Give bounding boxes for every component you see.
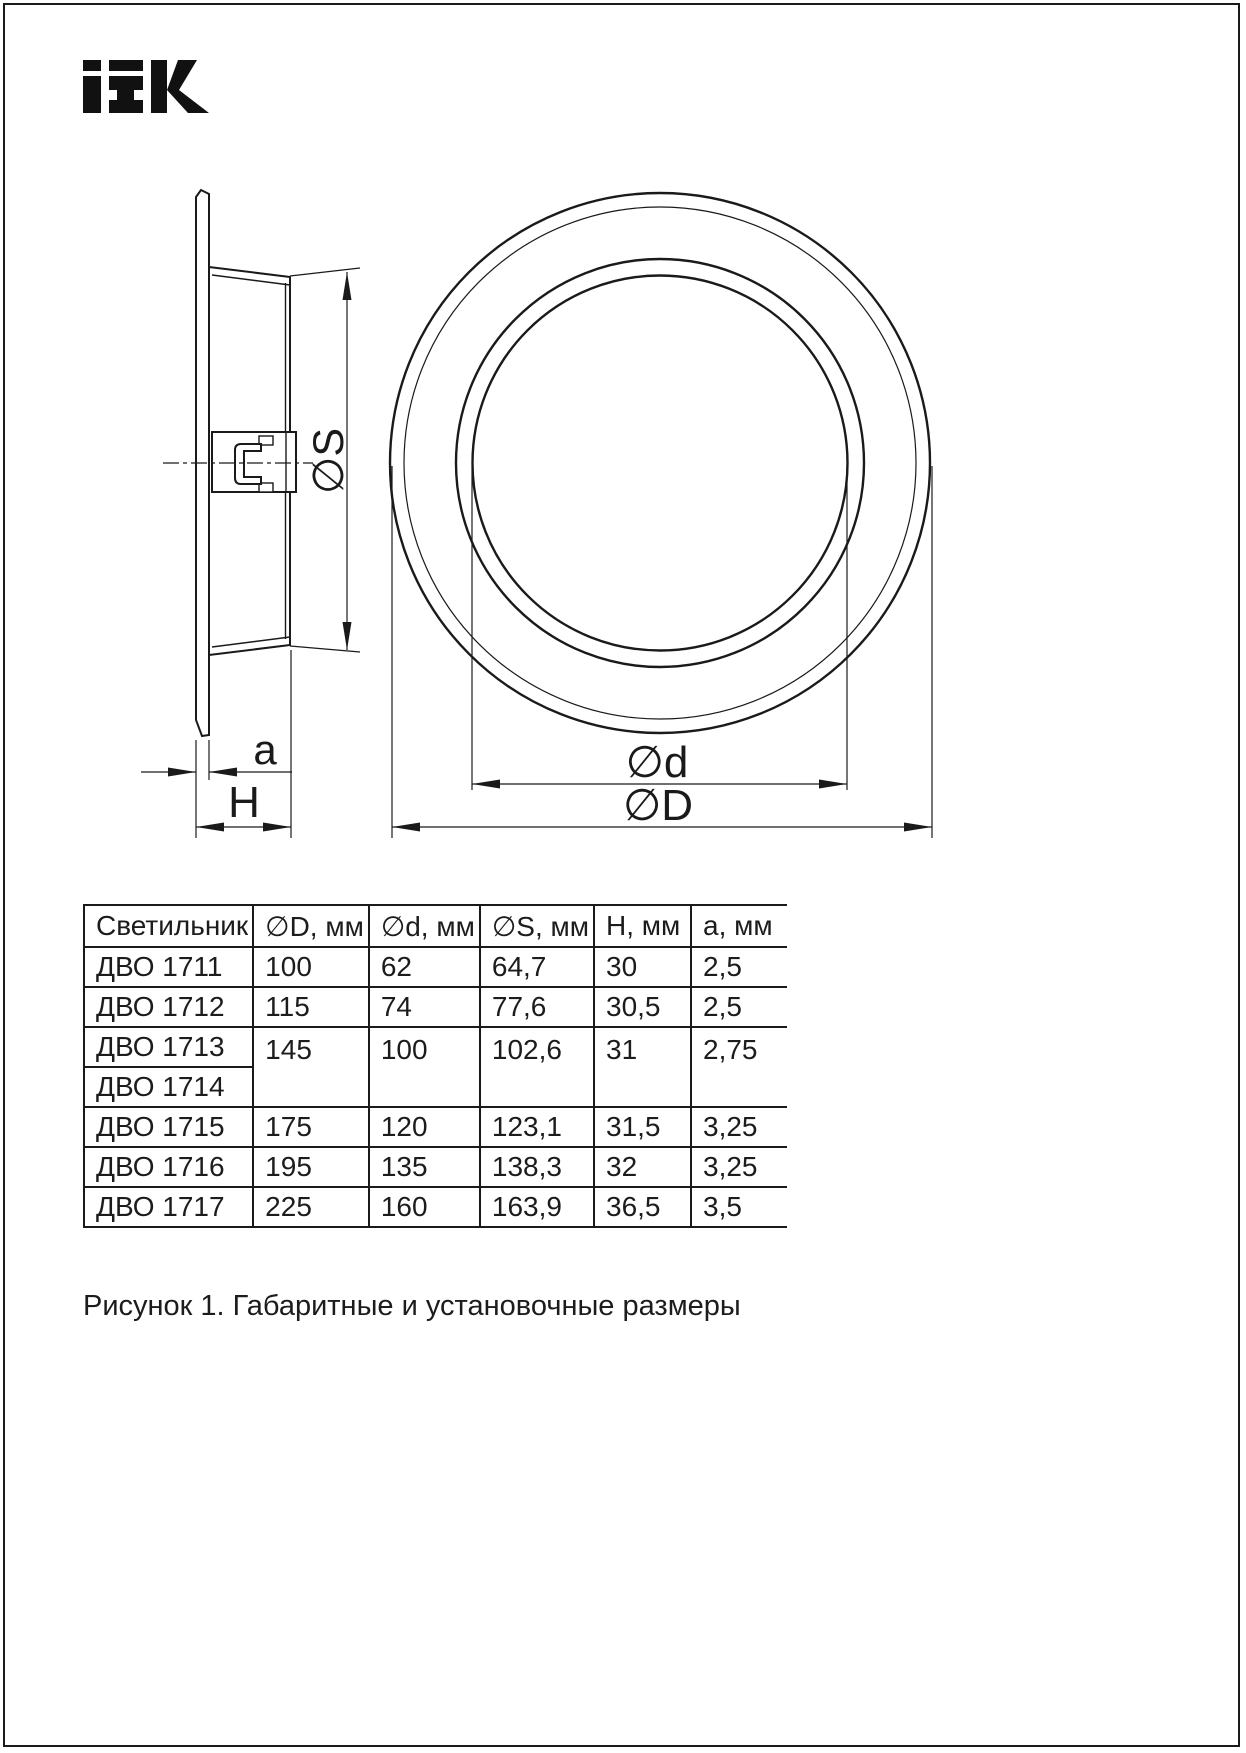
value-cell: 135 — [369, 1147, 480, 1187]
value-cell: 74 — [369, 987, 480, 1027]
luminaire-model-cell: ДВО 1714 — [84, 1067, 253, 1107]
dimension-h — [196, 650, 291, 838]
value-cell: 138,3 — [480, 1147, 594, 1187]
luminaire-model-cell: ДВО 1711 — [84, 947, 253, 987]
value-cell: 30,5 — [594, 987, 691, 1027]
luminaire-model-cell: ДВО 1717 — [84, 1187, 253, 1227]
dimension-d-outer — [392, 466, 932, 838]
outer-rim-circle — [390, 193, 930, 733]
value-cell: 31 — [594, 1027, 691, 1107]
arrow-right-icon — [904, 823, 932, 832]
value-cell: 77,6 — [480, 987, 594, 1027]
value-cell: 62 — [369, 947, 480, 987]
value-cell: 31,5 — [594, 1107, 691, 1147]
figure-caption: Рисунок 1. Габаритные и установочные размеры — [83, 1290, 741, 1322]
arrow-right-icon — [168, 768, 196, 777]
ext-line-s-bottom — [290, 646, 360, 652]
label-diameter-d: ∅d — [625, 738, 689, 787]
value-cell: 123,1 — [480, 1107, 594, 1147]
value-cell: 195 — [253, 1147, 369, 1187]
value-cell: 32 — [594, 1147, 691, 1187]
value-cell: 100 — [369, 1027, 480, 1107]
header-diameter-d-inner: ∅d, мм — [369, 905, 480, 947]
value-cell: 163,9 — [480, 1187, 594, 1227]
table-row — [84, 1147, 787, 1187]
dimension-s — [290, 268, 360, 652]
arrow-right-icon — [263, 823, 291, 832]
arrow-left-icon — [209, 768, 237, 777]
value-cell: 145 — [253, 1027, 369, 1107]
value-cell: 30 — [594, 947, 691, 987]
dimension-d-inner — [472, 466, 847, 790]
header-h: H, мм — [594, 905, 691, 947]
luminaire-model-cell: ДВО 1715 — [84, 1107, 253, 1147]
luminaire-model-cell: ДВО 1716 — [84, 1147, 253, 1187]
label-diameter-dd: ∅D — [622, 781, 694, 830]
label-h: H — [228, 778, 260, 827]
value-cell: 2,5 — [691, 947, 787, 987]
value-cell: 102,6 — [480, 1027, 594, 1107]
arrow-right-icon — [819, 780, 847, 789]
value-cell: 160 — [369, 1187, 480, 1227]
rim-edge-circle — [404, 207, 916, 719]
value-cell: 2,75 — [691, 1027, 787, 1107]
arrow-up-icon — [343, 272, 352, 300]
value-cell: 225 — [253, 1187, 369, 1227]
value-cell: 175 — [253, 1107, 369, 1147]
ext-line-s-top — [290, 268, 360, 276]
table-row — [84, 1187, 787, 1227]
value-cell: 3,25 — [691, 1107, 787, 1147]
label-diameter-s: ∅S — [305, 427, 353, 495]
arrow-left-icon — [472, 780, 500, 789]
table-row — [84, 947, 787, 987]
dimensions-table — [83, 904, 787, 1228]
value-cell: 100 — [253, 947, 369, 987]
header-a: a, мм — [691, 905, 787, 947]
table-row — [84, 1107, 787, 1147]
front-view — [390, 193, 930, 733]
label-a: a — [253, 726, 277, 773]
value-cell: 3,5 — [691, 1187, 787, 1227]
value-cell: 3,25 — [691, 1147, 787, 1187]
table-body — [84, 947, 787, 1227]
luminaire-model-cell: ДВО 1713 — [84, 1027, 253, 1067]
value-cell: 115 — [253, 987, 369, 1027]
table-row — [84, 987, 787, 1027]
header-diameter-d-outer: ∅D, мм — [253, 905, 369, 947]
arrow-left-icon — [392, 823, 420, 832]
table-header-row — [84, 905, 787, 947]
value-cell: 64,7 — [480, 947, 594, 987]
luminaire-model-cell: ДВО 1712 — [84, 987, 253, 1027]
table-row — [84, 1027, 787, 1067]
value-cell: 120 — [369, 1107, 480, 1147]
header-luminaire: Светильник — [84, 905, 253, 947]
aperture-circle — [473, 276, 848, 651]
arrow-down-icon — [343, 622, 352, 650]
value-cell: 2,5 — [691, 987, 787, 1027]
header-diameter-s: ∅S, мм — [480, 905, 594, 947]
arrow-left-icon — [196, 823, 224, 832]
value-cell: 36,5 — [594, 1187, 691, 1227]
dimension-a — [141, 726, 292, 838]
diffuser-ring-circle — [456, 259, 864, 667]
